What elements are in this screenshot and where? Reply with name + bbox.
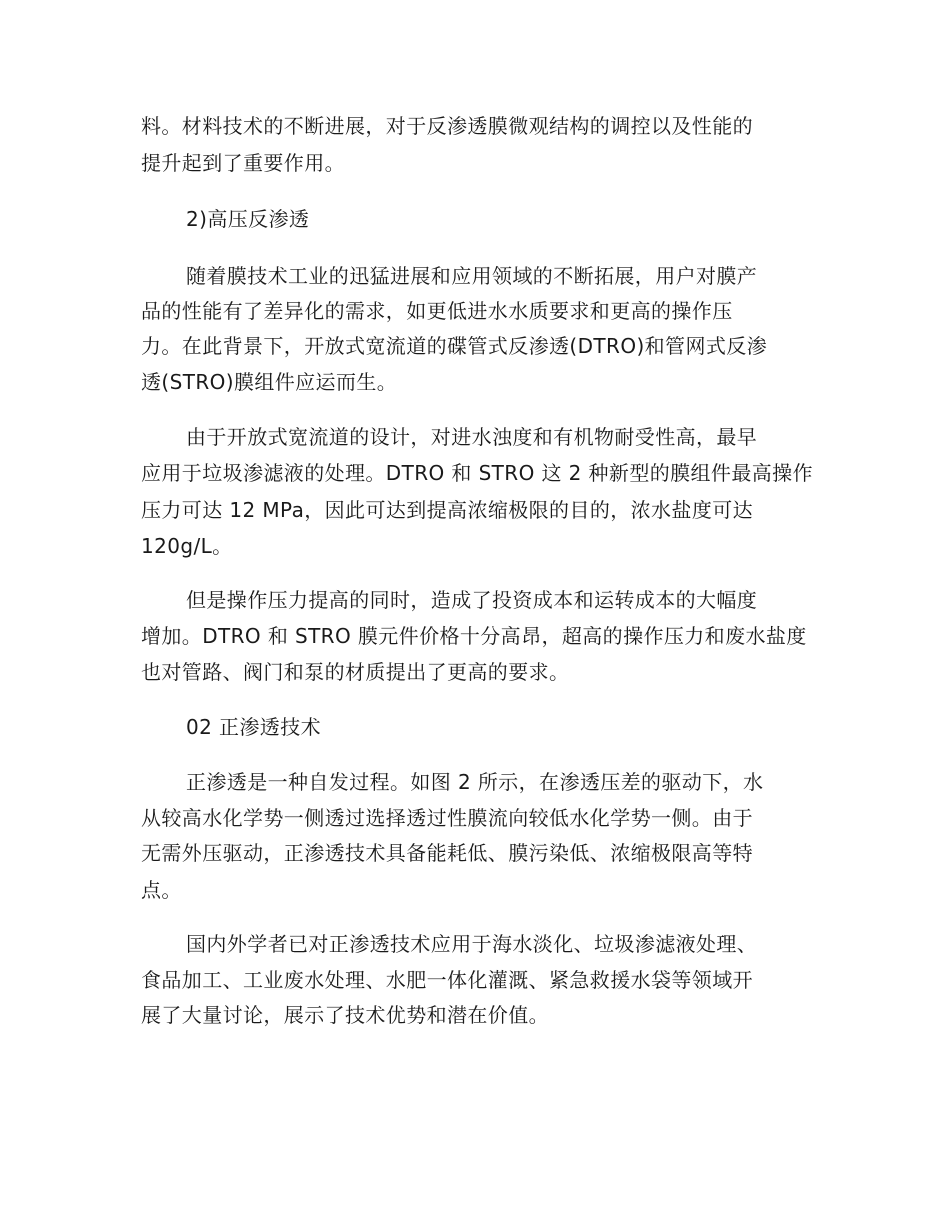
- body-text-line: 随着膜技术工业的迅猛进展和应用领域的不断拓展，用户对膜产: [186, 264, 758, 288]
- body-text-line: 压力可达 12 MPa，因此可达到提高浓缩极限的目的，浓水盐度可达: [141, 498, 754, 522]
- body-text-line: 由于开放式宽流道的设计，对进水浊度和有机物耐受性高，最早: [186, 425, 758, 449]
- body-text-line: 也对管路、阀门和泵的材质提出了更高的要求。: [141, 660, 570, 684]
- body-text-line: 无需外压驱动，正渗透技术具备能耗低、膜污染低、浓缩极限高等特: [141, 841, 753, 865]
- body-text-line: 正渗透是一种自发过程。如图 2 所示，在渗透压差的驱动下，水: [186, 770, 764, 794]
- body-text-line: 点。: [141, 878, 182, 902]
- body-text-line: 食品加工、工业废水处理、水肥一体化灌溉、紧急救援水袋等领域开: [141, 968, 753, 992]
- body-text-line: 120g/L。: [141, 534, 233, 558]
- body-text-line: 增加。DTRO 和 STRO 膜元件价格十分高昂，超高的操作压力和废水盐度: [141, 624, 807, 648]
- body-text-line: 国内外学者已对正渗透技术应用于海水淡化、垃圾渗滤液处理、: [186, 932, 758, 956]
- body-text-line: 从较高水化学势一侧透过选择透过性膜流向较低水化学势一侧。由于: [141, 806, 753, 830]
- body-text-line: 品的性能有了差异化的需求，如更低进水水质要求和更高的操作压: [141, 299, 733, 323]
- section-heading: 2)高压反渗透: [186, 207, 310, 231]
- section-heading: 02 正渗透技术: [186, 715, 322, 739]
- body-text-line: 透(STRO)膜组件应运而生。: [141, 370, 398, 394]
- body-text-line: 展了大量讨论，展示了技术优势和潜在价值。: [141, 1003, 549, 1027]
- body-text-line: 但是操作压力提高的同时，造成了投资成本和运转成本的大幅度: [186, 588, 758, 612]
- body-text-line: 力。在此背景下，开放式宽流道的碟管式反渗透(DTRO)和管网式反渗: [141, 334, 768, 358]
- body-text-line: 应用于垃圾渗滤液的处理。DTRO 和 STRO 这 2 种新型的膜组件最高操作: [141, 461, 813, 485]
- body-text-line: 料。材料技术的不断进展，对于反渗透膜微观结构的调控以及性能的: [141, 114, 753, 138]
- body-text-line: 提升起到了重要作用。: [141, 151, 345, 175]
